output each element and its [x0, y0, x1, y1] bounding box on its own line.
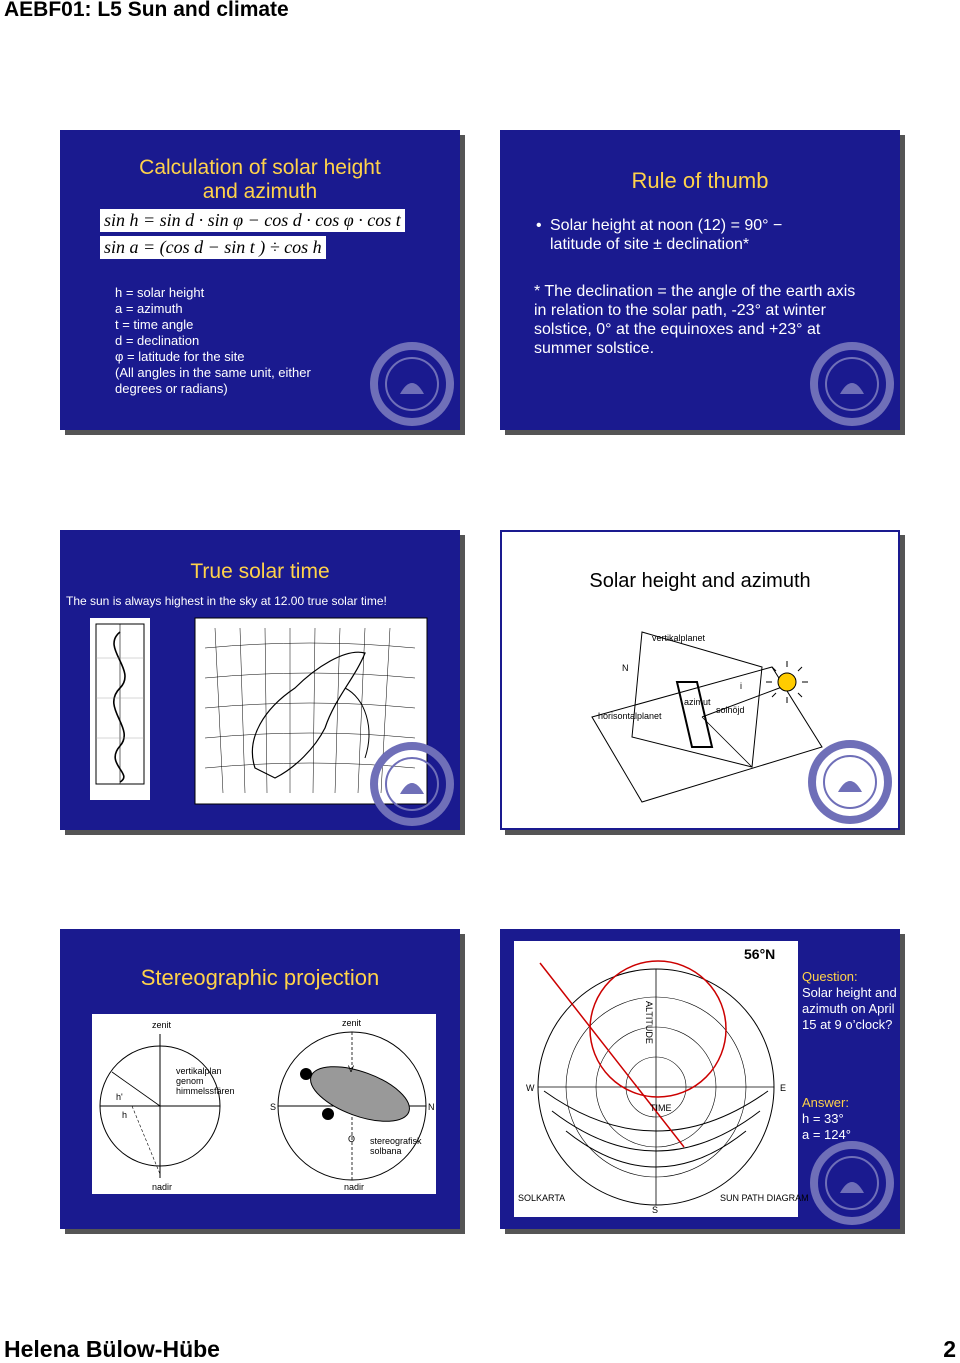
label-azimut: azimut [684, 697, 711, 707]
rule-line1: Solar height at noon (12) = 90° − [550, 217, 783, 234]
label-zenit: zenit [152, 1020, 172, 1030]
label-horisontalplanet: horisontalplanet [598, 711, 662, 721]
slide-solar-calculation [60, 130, 460, 430]
question-heading: Question: [802, 969, 858, 984]
label-nadir: nadir [152, 1182, 173, 1192]
label-zenit-right: zenit [342, 1018, 362, 1028]
slide-subtitle: The sun is always highest in the sky at 12.00 true solar time! [66, 594, 387, 608]
label-genom: genom [176, 1076, 204, 1086]
label-south: S [652, 1205, 659, 1215]
label-vertikalplan: vertikalplan [176, 1066, 222, 1076]
answer-block [802, 1095, 897, 1143]
slide-stereographic-projection [60, 929, 460, 1229]
slide-title: Stereographic projection [140, 965, 380, 990]
label-vertikalplanet: vertikalplanet [652, 633, 706, 643]
formula-solar-height: sin h = sin d · sin φ − cos d · cos φ · cos t [100, 209, 405, 232]
slide-sun-path-question [500, 929, 900, 1229]
label-solhojd: solhöjd [716, 705, 745, 715]
slide-true-solar-time [60, 530, 460, 830]
label-h-prime: h' [116, 1092, 123, 1102]
label-sun-path: SUN PATH DIAGRAM [720, 1193, 809, 1203]
slide-solar-height-azimuth [500, 530, 900, 830]
lund-university-seal [810, 1141, 894, 1225]
rule-bullet [536, 216, 850, 254]
sun-path-diagram [514, 941, 809, 1217]
label-v: V [348, 1064, 355, 1074]
answer-heading: Answer: [802, 1095, 849, 1110]
answer-azimuth: a = 124° [802, 1127, 851, 1142]
bullet-dot-icon: • [536, 217, 542, 234]
equation-of-time-graph [90, 618, 150, 800]
definition-item: t = time angle [115, 317, 194, 332]
slide-title: True solar time [190, 560, 330, 583]
definition-item: a = azimuth [115, 301, 183, 316]
label-nadir-right: nadir [344, 1182, 365, 1192]
lund-university-seal [370, 742, 454, 826]
lund-university-seal [810, 342, 894, 426]
lund-university-seal [370, 342, 454, 426]
label-time: TIME [650, 1103, 672, 1113]
label-solbana: solbana [370, 1146, 402, 1156]
slide-rule-of-thumb [500, 130, 900, 430]
label-stereografisk: stereografisk [370, 1136, 422, 1146]
formula-azimuth: sin a = (cos d − sin t ) ÷ cos h [100, 236, 326, 259]
stereographic-diagram [92, 1014, 436, 1194]
page-header: AEBF01: L5 Sun and climate [4, 0, 289, 21]
definition-item: φ = latitude for the site [115, 349, 245, 364]
slide-title: Rule of thumb [631, 168, 769, 193]
answer-height: h = 33° [802, 1111, 844, 1126]
label-i: i [740, 681, 742, 691]
lund-university-seal [808, 740, 892, 824]
question-block [802, 969, 897, 1033]
page-number: 2 [943, 1336, 956, 1362]
question-text: Solar height and azimuth on April 15 at 9 o’clock? [802, 985, 897, 1032]
definition-item: degrees or radians) [115, 381, 228, 396]
label-s: S [270, 1102, 277, 1112]
slide-title-line1: Calculation of solar height [139, 156, 381, 179]
definitions-list [115, 285, 311, 397]
label-o: O [348, 1134, 356, 1144]
label-h: h [122, 1110, 128, 1120]
rule-line2: latitude of site ± declination* [550, 236, 750, 253]
declination-note: * The declination = the angle of the earth axis in relation to the solar path, -23° at winter solstice, 0° at the equinoxes and +23° at summer solstice. [534, 283, 856, 357]
label-n: N [428, 1102, 435, 1112]
label-north: N [622, 663, 629, 673]
label-east: E [780, 1083, 787, 1093]
slide-title-line2: and azimuth [202, 180, 318, 203]
footer-author: Helena Bülow-Hübe [4, 1336, 220, 1362]
label-himmelssfaren: himmelssfären [176, 1086, 235, 1096]
definition-item: d = declination [115, 333, 200, 348]
slide-title: Solar height and azimuth [589, 570, 811, 592]
label-west: W [526, 1083, 535, 1093]
latitude-label: 56°N [744, 946, 776, 962]
label-altitude: ALTITUDE [644, 1001, 654, 1044]
definition-item: h = solar height [115, 285, 205, 300]
definition-item: (All angles in the same unit, either [115, 365, 311, 380]
label-solkarta: SOLKARTA [518, 1193, 566, 1203]
